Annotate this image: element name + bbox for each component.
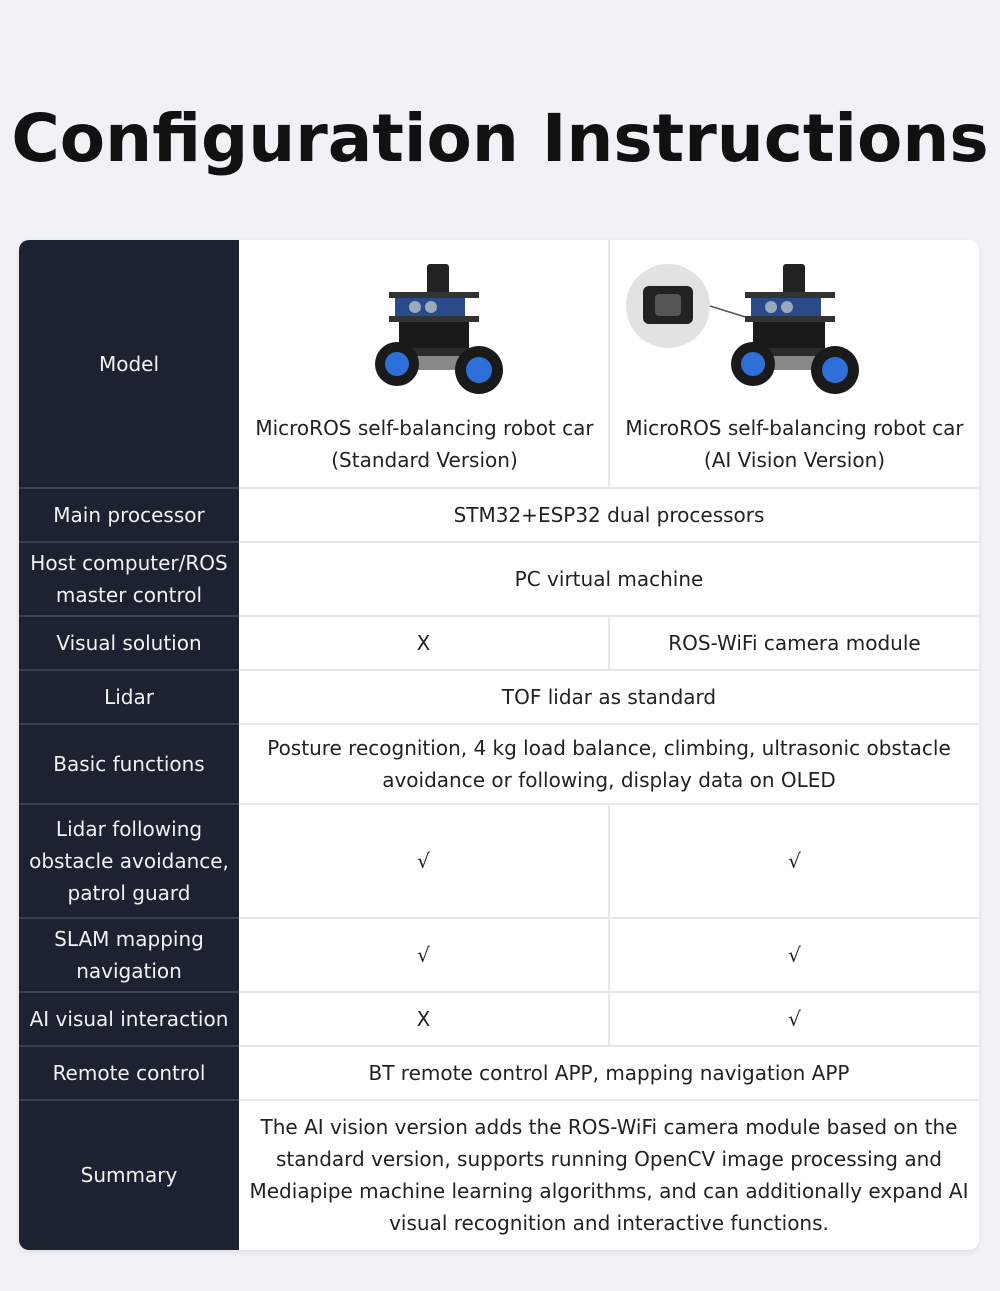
standard-model-version: (Standard Version) (331, 448, 518, 472)
ai-model-version: (AI Vision Version) (703, 448, 886, 472)
configuration-table (19, 240, 979, 1250)
lidar-following-label-line: Lidar following (55, 817, 203, 841)
summary-value (239, 1100, 979, 1250)
remote-control-value: BT remote control APP, mapping navigation APP (368, 1061, 850, 1085)
basic-functions-line: Posture recognition, 4 kg load balance, climbing, ultrasonic obstacle (267, 736, 951, 760)
summary-line: standard version, supports running OpenCV image processing and (276, 1147, 942, 1171)
slam-ai: √ (788, 943, 801, 967)
standard-robot-image (359, 260, 509, 400)
lidar-following-standard: √ (417, 849, 430, 873)
host-computer-label (19, 542, 239, 616)
summary-line: Mediapipe machine learning algorithms, and can additionally expand AI (249, 1179, 969, 1203)
ai-visual-standard: X (416, 1007, 431, 1031)
slam-label-line: SLAM mapping (54, 927, 204, 951)
visual-solution-ai: ROS-WiFi camera module (668, 631, 921, 655)
slam-standard: √ (417, 943, 430, 967)
host-label-line: Host computer/ROS (30, 551, 228, 575)
main-processor-label: Main processor (53, 503, 205, 527)
slam-label (19, 918, 239, 992)
lidar-following-label-line: patrol guard (67, 881, 191, 905)
visual-solution-standard: X (416, 631, 431, 655)
summary-line: The AI vision version adds the ROS-WiFi camera module based on the (260, 1115, 958, 1139)
lidar-label: Lidar (104, 685, 154, 709)
page-title: Configuration Instructions (11, 100, 989, 177)
basic-functions-line: avoidance or following, display data on OLED (382, 768, 836, 792)
host-computer-value: PC virtual machine (514, 567, 704, 591)
basic-functions-label: Basic functions (53, 752, 205, 776)
summary-label: Summary (80, 1163, 178, 1187)
remote-control-label: Remote control (52, 1061, 206, 1085)
ai-vision-robot-image (625, 260, 875, 400)
slam-label-line: navigation (76, 959, 182, 983)
lidar-following-label-line: obstacle avoidance, (29, 849, 229, 873)
standard-model-name: MicroROS self-balancing robot car (255, 416, 594, 440)
lidar-following-label (19, 804, 239, 918)
basic-functions-value (239, 724, 979, 804)
standard-model-caption (241, 412, 608, 476)
lidar-value: TOF lidar as standard (501, 685, 717, 709)
lidar-following-ai: √ (788, 849, 801, 873)
model-label: Model (98, 352, 160, 376)
ai-visual-ai: √ (788, 1007, 801, 1031)
ai-model-name: MicroROS self-balancing robot car (625, 416, 964, 440)
ai-model-caption (610, 412, 979, 476)
ai-visual-label: AI visual interaction (29, 1007, 229, 1031)
main-processor-value: STM32+ESP32 dual processors (453, 503, 765, 527)
host-label-line: master control (55, 583, 203, 607)
visual-solution-label: Visual solution (56, 631, 202, 655)
summary-line: visual recognition and interactive functions. (389, 1211, 829, 1235)
